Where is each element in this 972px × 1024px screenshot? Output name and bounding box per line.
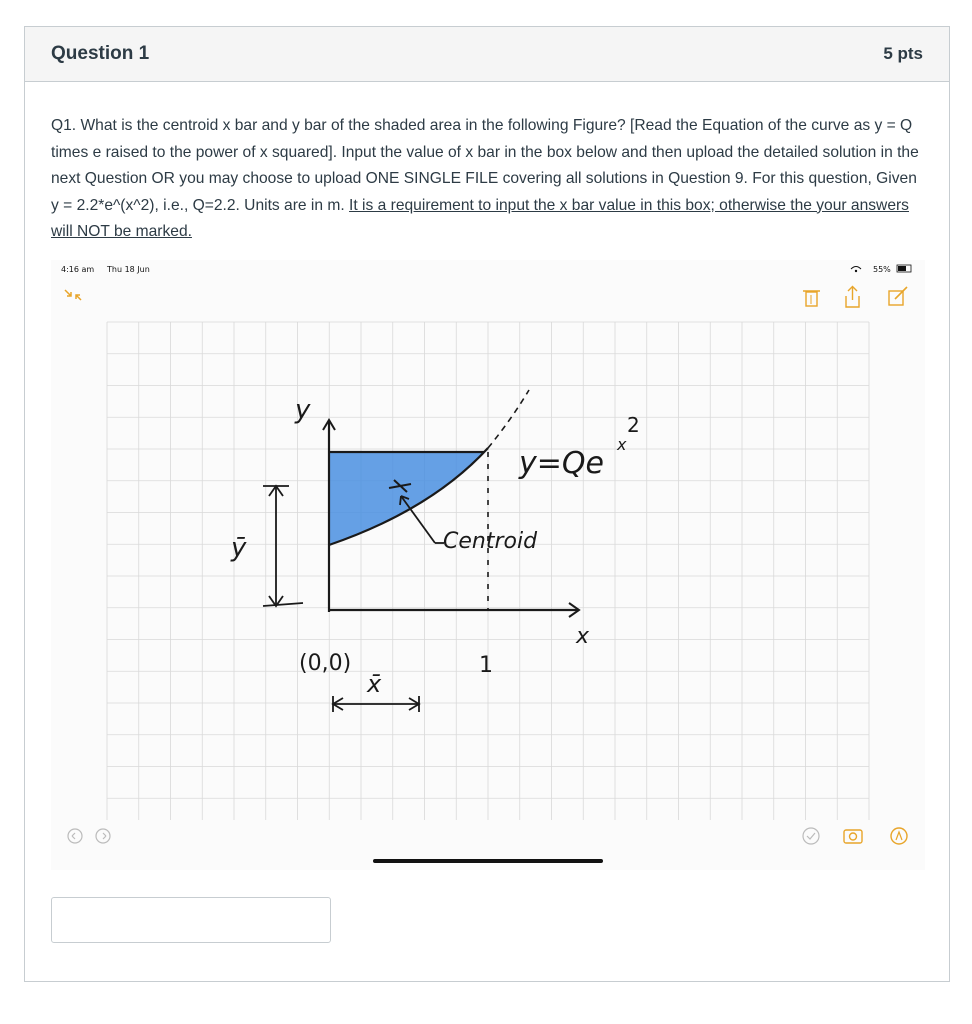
question-title: Question 1 bbox=[51, 43, 150, 64]
home-indicator bbox=[373, 859, 603, 863]
y-axis-label: y bbox=[295, 395, 311, 425]
status-time: 4:16 am bbox=[61, 265, 95, 274]
undo-icon[interactable] bbox=[68, 829, 82, 843]
collapse-icon[interactable] bbox=[65, 290, 81, 300]
centroid-label: Centroid bbox=[443, 529, 538, 554]
figure-svg bbox=[51, 260, 925, 870]
xbar-dimension bbox=[333, 696, 419, 712]
x-axis bbox=[329, 603, 579, 617]
xbar-label: x̄ bbox=[367, 670, 382, 698]
camera-icon[interactable] bbox=[844, 830, 862, 843]
redo-icon[interactable] bbox=[96, 829, 110, 843]
checkmark-icon[interactable] bbox=[803, 828, 819, 844]
compose-icon[interactable] bbox=[889, 287, 907, 305]
equation-exponent-power: 2 bbox=[627, 413, 640, 437]
x-tick-label: 1 bbox=[479, 653, 493, 678]
question-points: 5 pts bbox=[883, 44, 923, 63]
figure-screenshot bbox=[51, 260, 925, 870]
equation-exponent-base: x bbox=[617, 435, 627, 454]
ybar-dimension bbox=[263, 486, 303, 606]
question-text-main: Q1. What is the centroid x bar and y bar of the shaded area in the following Figure? [Read the Equation of the curve as y = Q times e raised to the power of x squared]. Input the value of x bar in the box below and then upload the detailed solution in the next Question OR you may choose to upload ONE SINGLE FILE covering all solutions in Question 9. For this question, Given y = 2.2*e^(x^2), i.e., Q=2.2. Units are in m. bbox=[51, 117, 919, 214]
status-date: Thu 18 Jun bbox=[107, 265, 150, 274]
trash-icon[interactable] bbox=[803, 291, 820, 306]
question-header bbox=[25, 27, 949, 82]
share-icon[interactable] bbox=[846, 287, 859, 308]
battery-icon bbox=[897, 265, 911, 272]
curve-extension bbox=[488, 390, 529, 448]
equation-label: y=Qe bbox=[519, 446, 604, 481]
grid-paper bbox=[107, 322, 869, 820]
question-text bbox=[51, 113, 927, 246]
origin-label: (0,0) bbox=[299, 651, 352, 676]
markup-icon[interactable] bbox=[891, 828, 907, 844]
wifi-icon bbox=[851, 267, 861, 273]
battery-percent: 55% bbox=[873, 265, 891, 274]
ybar-label: ȳ bbox=[231, 533, 247, 563]
x-axis-label: x bbox=[576, 624, 590, 649]
answer-input[interactable] bbox=[51, 897, 331, 943]
question-card bbox=[24, 26, 950, 982]
question-requirement: It is a requirement to input the x bar value in this box; otherwise the your answers will NOT be marked. bbox=[51, 196, 909, 240]
